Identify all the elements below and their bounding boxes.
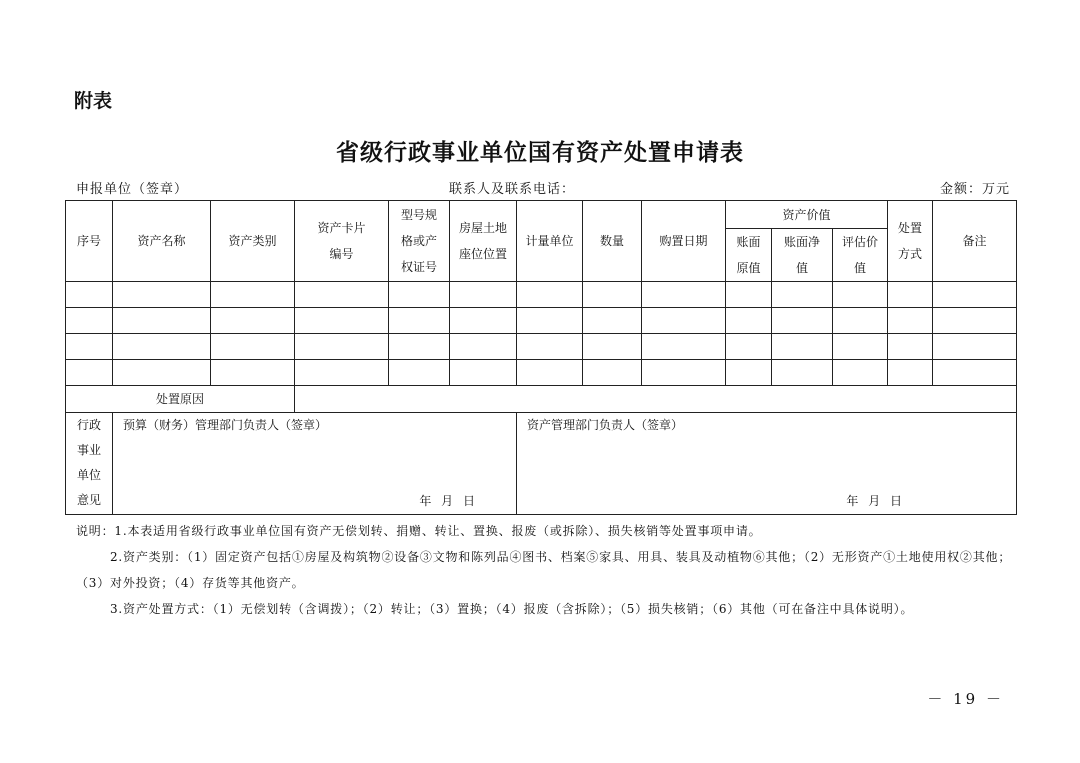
note-line-3: （3）对外投资；（4）存货等其他资产。 — [76, 576, 305, 590]
table-cell[interactable] — [583, 308, 642, 334]
page-number: － 19 － — [927, 690, 1004, 708]
header-book-original-line2: 原值 — [736, 261, 761, 275]
table-cell[interactable] — [583, 282, 642, 308]
table-cell[interactable] — [211, 334, 295, 360]
header-location-line2: 座位位置 — [458, 247, 507, 261]
budget-date-label: 年 月 日 — [419, 494, 478, 508]
table-cell[interactable] — [833, 308, 888, 334]
table-cell[interactable] — [450, 334, 517, 360]
table-cell[interactable] — [833, 282, 888, 308]
asset-signer-label: 资产管理部门负责人（签章） — [527, 418, 684, 432]
table-cell[interactable] — [772, 282, 833, 308]
table-cell[interactable] — [642, 308, 726, 334]
opinion-side-label — [66, 413, 113, 515]
header-book-net — [772, 229, 833, 282]
note-line-1: 说明：1.本表适用省级行政事业单位国有资产无偿划转、捐赠、转让、置换、报废（或拆除）、损失核销等处置事项申请。 — [76, 524, 762, 538]
table-row — [66, 282, 1017, 308]
table-cell[interactable] — [772, 308, 833, 334]
table-cell[interactable] — [933, 360, 1017, 386]
table-cell[interactable] — [66, 282, 113, 308]
header-seq: 序号 — [66, 201, 113, 282]
table-cell[interactable] — [517, 308, 583, 334]
table-cell[interactable] — [642, 282, 726, 308]
table-cell[interactable] — [933, 308, 1017, 334]
asset-signature-field[interactable] — [517, 413, 1017, 515]
table-cell[interactable] — [211, 308, 295, 334]
header-model-line1: 型号规 — [400, 208, 437, 222]
disposal-reason-label: 处置原因 — [66, 386, 295, 413]
table-cell[interactable] — [888, 334, 933, 360]
header-disposal-method — [888, 201, 933, 282]
table-cell[interactable] — [888, 282, 933, 308]
table-row — [66, 360, 1017, 386]
table-cell[interactable] — [113, 308, 211, 334]
header-location-line1: 房屋土地 — [458, 221, 507, 235]
table-cell[interactable] — [772, 334, 833, 360]
asset-date-label: 年 月 日 — [846, 494, 906, 508]
table-cell[interactable] — [66, 360, 113, 386]
budget-signer-label: 预算（财务）管理部门负责人（签章） — [123, 418, 328, 432]
header-book-net-line1: 账面净 — [783, 235, 820, 249]
table-cell[interactable] — [389, 282, 450, 308]
table-cell[interactable] — [726, 308, 772, 334]
table-cell[interactable] — [211, 282, 295, 308]
table-cell[interactable] — [583, 360, 642, 386]
table-cell[interactable] — [583, 334, 642, 360]
table-cell[interactable] — [295, 282, 389, 308]
contact-label: 联系人及联系电话： — [449, 182, 576, 197]
table-cell[interactable] — [450, 308, 517, 334]
table-cell[interactable] — [113, 334, 211, 360]
header-book-original-line1: 账面 — [736, 235, 761, 249]
header-remarks: 备注 — [933, 201, 1017, 282]
header-quantity: 数量 — [583, 201, 642, 282]
header-book-net-line2: 值 — [795, 261, 808, 275]
header-model-spec — [389, 201, 450, 282]
table-cell[interactable] — [295, 308, 389, 334]
header-location — [450, 201, 517, 282]
table-cell[interactable] — [726, 334, 772, 360]
disposal-application-table — [65, 200, 1017, 515]
table-cell[interactable] — [726, 282, 772, 308]
table-cell[interactable] — [389, 308, 450, 334]
table-row — [66, 308, 1017, 334]
header-asset-category: 资产类别 — [211, 201, 295, 282]
table-cell[interactable] — [642, 334, 726, 360]
budget-signature-field[interactable] — [113, 413, 517, 515]
table-cell[interactable] — [933, 334, 1017, 360]
header-asset-card-line1: 资产卡片 — [317, 221, 366, 235]
table-cell[interactable] — [450, 360, 517, 386]
header-asset-card-number — [295, 201, 389, 282]
header-appraised — [833, 229, 888, 282]
table-cell[interactable] — [833, 334, 888, 360]
header-unit: 计量单位 — [517, 201, 583, 282]
note-line-2: 2.资产类别：（1）固定资产包括①房屋及构筑物②设备③文物和陈列品④图书、档案⑤家具、用具、装具及动植物⑥其他；（2）无形资产①土地使用权②其他； — [110, 550, 1012, 564]
table-cell[interactable] — [517, 282, 583, 308]
table-cell[interactable] — [66, 334, 113, 360]
form-title: 省级行政事业单位国有资产处置申请表 — [336, 140, 744, 166]
table-cell[interactable] — [295, 334, 389, 360]
table-cell[interactable] — [726, 360, 772, 386]
table-cell[interactable] — [66, 308, 113, 334]
opinion-side-line1: 行政 — [76, 418, 101, 432]
header-asset-value: 资产价值 — [726, 201, 888, 229]
table-cell[interactable] — [888, 360, 933, 386]
table-cell[interactable] — [517, 360, 583, 386]
header-model-line3: 权证号 — [400, 260, 437, 274]
header-purchase-date: 购置日期 — [642, 201, 726, 282]
applicant-unit-label: 申报单位（签章） — [76, 182, 189, 197]
table-cell[interactable] — [888, 308, 933, 334]
header-asset-name: 资产名称 — [113, 201, 211, 282]
table-cell[interactable] — [642, 360, 726, 386]
amount-label: 金额：万元 — [939, 182, 1010, 197]
note-line-4: 3.资产处置方式：（1）无偿划转（含调拨）；（2）转让；（3）置换；（4）报废（含拆除）；（5）损失核销；（6）其他（可在备注中具体说明）。 — [110, 602, 914, 616]
table-cell[interactable] — [295, 360, 389, 386]
table-cell[interactable] — [450, 282, 517, 308]
table-cell[interactable] — [113, 360, 211, 386]
table-cell[interactable] — [113, 282, 211, 308]
opinion-side-line2: 事业 — [76, 443, 101, 457]
header-appraised-line1: 评估价 — [842, 235, 879, 249]
table-cell[interactable] — [211, 360, 295, 386]
table-cell[interactable] — [517, 334, 583, 360]
disposal-reason-field[interactable] — [295, 386, 1017, 413]
table-cell[interactable] — [933, 282, 1017, 308]
notes-section — [76, 518, 1011, 622]
table-cell[interactable] — [833, 360, 888, 386]
header-asset-card-line2: 编号 — [329, 247, 354, 261]
header-disposal-line2: 方式 — [898, 247, 923, 261]
header-book-original — [726, 229, 772, 282]
header-appraised-line2: 值 — [854, 261, 867, 275]
table-cell[interactable] — [772, 360, 833, 386]
opinion-side-line3: 单位 — [76, 468, 101, 482]
opinion-side-line4: 意见 — [76, 493, 101, 507]
header-model-line2: 格或产 — [400, 234, 437, 248]
table-cell[interactable] — [389, 334, 450, 360]
header-disposal-line1: 处置 — [898, 221, 923, 235]
table-row — [66, 334, 1017, 360]
table-cell[interactable] — [389, 360, 450, 386]
attachment-label: 附表 — [74, 90, 113, 112]
